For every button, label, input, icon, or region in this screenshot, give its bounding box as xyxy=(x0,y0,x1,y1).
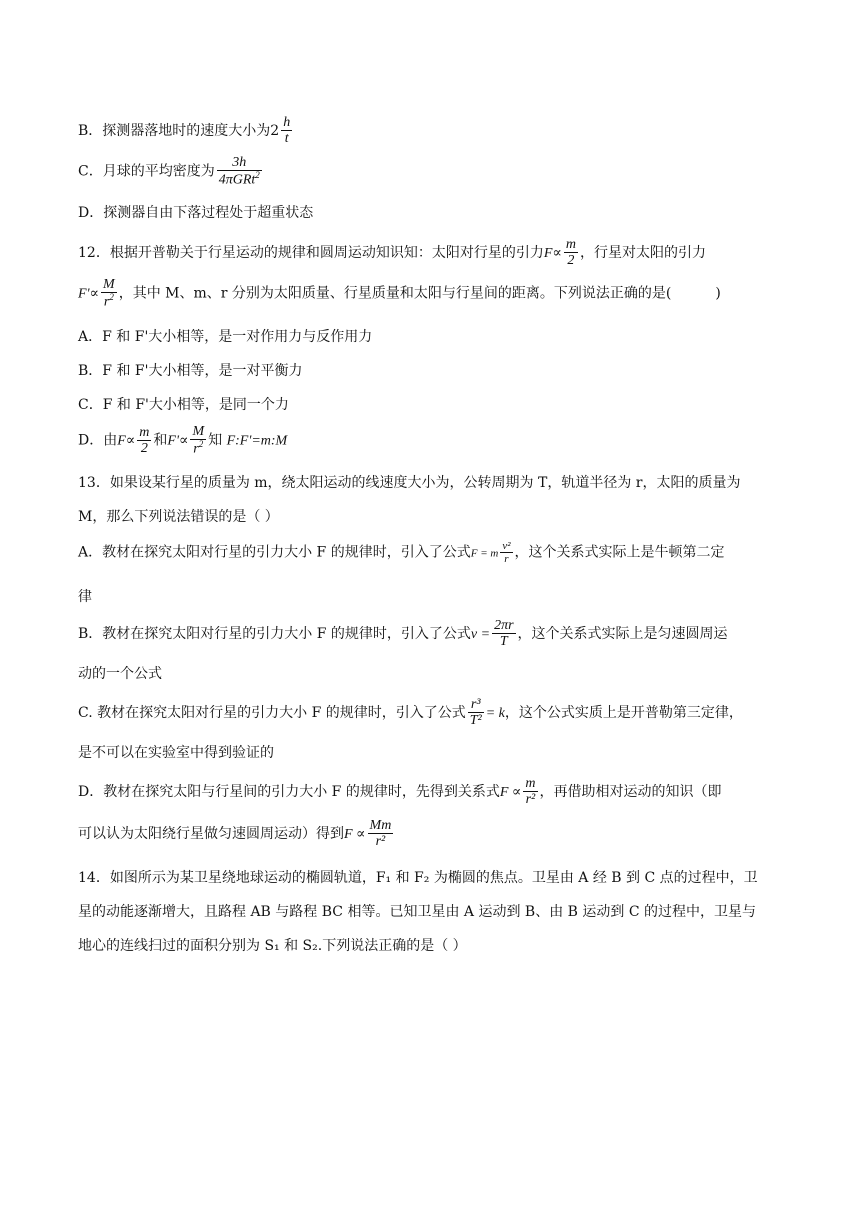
q11-c-fraction: $\frac{3h}{4\pi GRt^2}$ xyxy=(218,155,260,189)
q13-option-a: A．教材在探究太阳对行星的引力大小 F 的规律时，引入了公式F = m $\frac{\text{v²}}{r}$ ，这个关系式实际上是牛顿第二定 xyxy=(78,540,725,566)
q13-option-b: B．教材在探究太阳对行星的引力大小 F 的规律时，引入了公式v = $\frac{2\pi r}{T}$ ，这个关系式实际上是匀速圆周运 xyxy=(78,618,728,650)
q13-option-a-cont: 律 xyxy=(78,589,92,605)
q12-option-d: D．由F∝ $\frac{m}{2}$ 和F'∝ $\frac{M}{r^2}$ 知 F:F'=m:M xyxy=(78,424,288,458)
q14-stem-line3: 地心的连线扫过的面积分别为 S₁ 和 S₂.下列说法正确的是（ ） xyxy=(78,938,467,954)
q11-option-d: D．探测器自由下落过程处于超重状态 xyxy=(78,205,314,221)
q12-fraction-M-over-r2: $\frac{M}{r^2}$ xyxy=(103,277,115,311)
q13-option-c-cont: 是不可以在实验室中得到验证的 xyxy=(78,745,274,761)
q12-option-b: B．F 和 F'大小相等，是一对平衡力 xyxy=(78,363,303,379)
q12-fraction-m-over-2: $\frac{m}{2}$ xyxy=(565,237,576,269)
q13-stem-line2: M，那么下列说法错误的是（ ） xyxy=(78,509,279,525)
q12-stem-line2: F'∝ $\frac{M}{r^2}$ ，其中 M、m、r 分别为太阳质量、行星质量和太阳与行星间的距离。下列说法正确的是( ) xyxy=(78,277,721,311)
q11-option-b: B．探测器落地时的速度大小为2 $\frac{h}{t}$ xyxy=(78,115,291,147)
q14-stem-line1: 14．如图所示为某卫星绕地球运动的椭圆轨道，F₁ 和 F₂ 为椭圆的焦点。卫星由 A 经 B 到 C 点的过程中，卫 xyxy=(78,870,758,886)
q13-option-d: D．教材在探究太阳与行星间的引力大小 F 的规律时，先得到关系式F ∝ $\frac{m}{\text{r²}}$ ，再借助相对运动的知识（即 xyxy=(78,776,722,808)
q13-option-c: C. 教材在探究太阳对行星的引力大小 F 的规律时，引入了公式 $\frac{\text{r³}}{\text{T²}}$ = k，这个公式实质上是开普勒第三定律， xyxy=(78,697,743,729)
q13-option-d-cont: 可以认为太阳绕行星做匀速圆周运动）得到F ∝ $\frac{Mm}{\text{r²}}$ xyxy=(78,818,392,850)
q13-stem-line1: 13．如果设某行星的质量为 m，绕太阳运动的线速度大小为，公转周期为 T，轨道半径为 r，太阳的质量为 xyxy=(78,475,741,491)
q11-b-fraction: $\frac{h}{t}$ xyxy=(283,115,291,147)
q12-stem-line1: 12．根据开普勒关于行星运动的规律和圆周运动知识知：太阳对行星的引力F∝ $\frac{m}{2}$ ，行星对太阳的引力 xyxy=(78,237,706,269)
q14-stem-line2: 星的动能逐渐增大，且路程 AB 与路程 BC 相等。已知卫星由 A 运动到 B、由 B 运动到 C 的过程中，卫星与 xyxy=(78,904,757,920)
q12-option-c: C．F 和 F'大小相等，是同一个力 xyxy=(78,397,289,413)
q11-option-c: C．月球的平均密度为 $\frac{3h}{4\pi GRt^2}$ xyxy=(78,155,260,189)
q13-option-b-cont: 动的一个公式 xyxy=(78,666,162,682)
q12-option-a: A．F 和 F'大小相等，是一对作用力与反作用力 xyxy=(78,329,373,345)
